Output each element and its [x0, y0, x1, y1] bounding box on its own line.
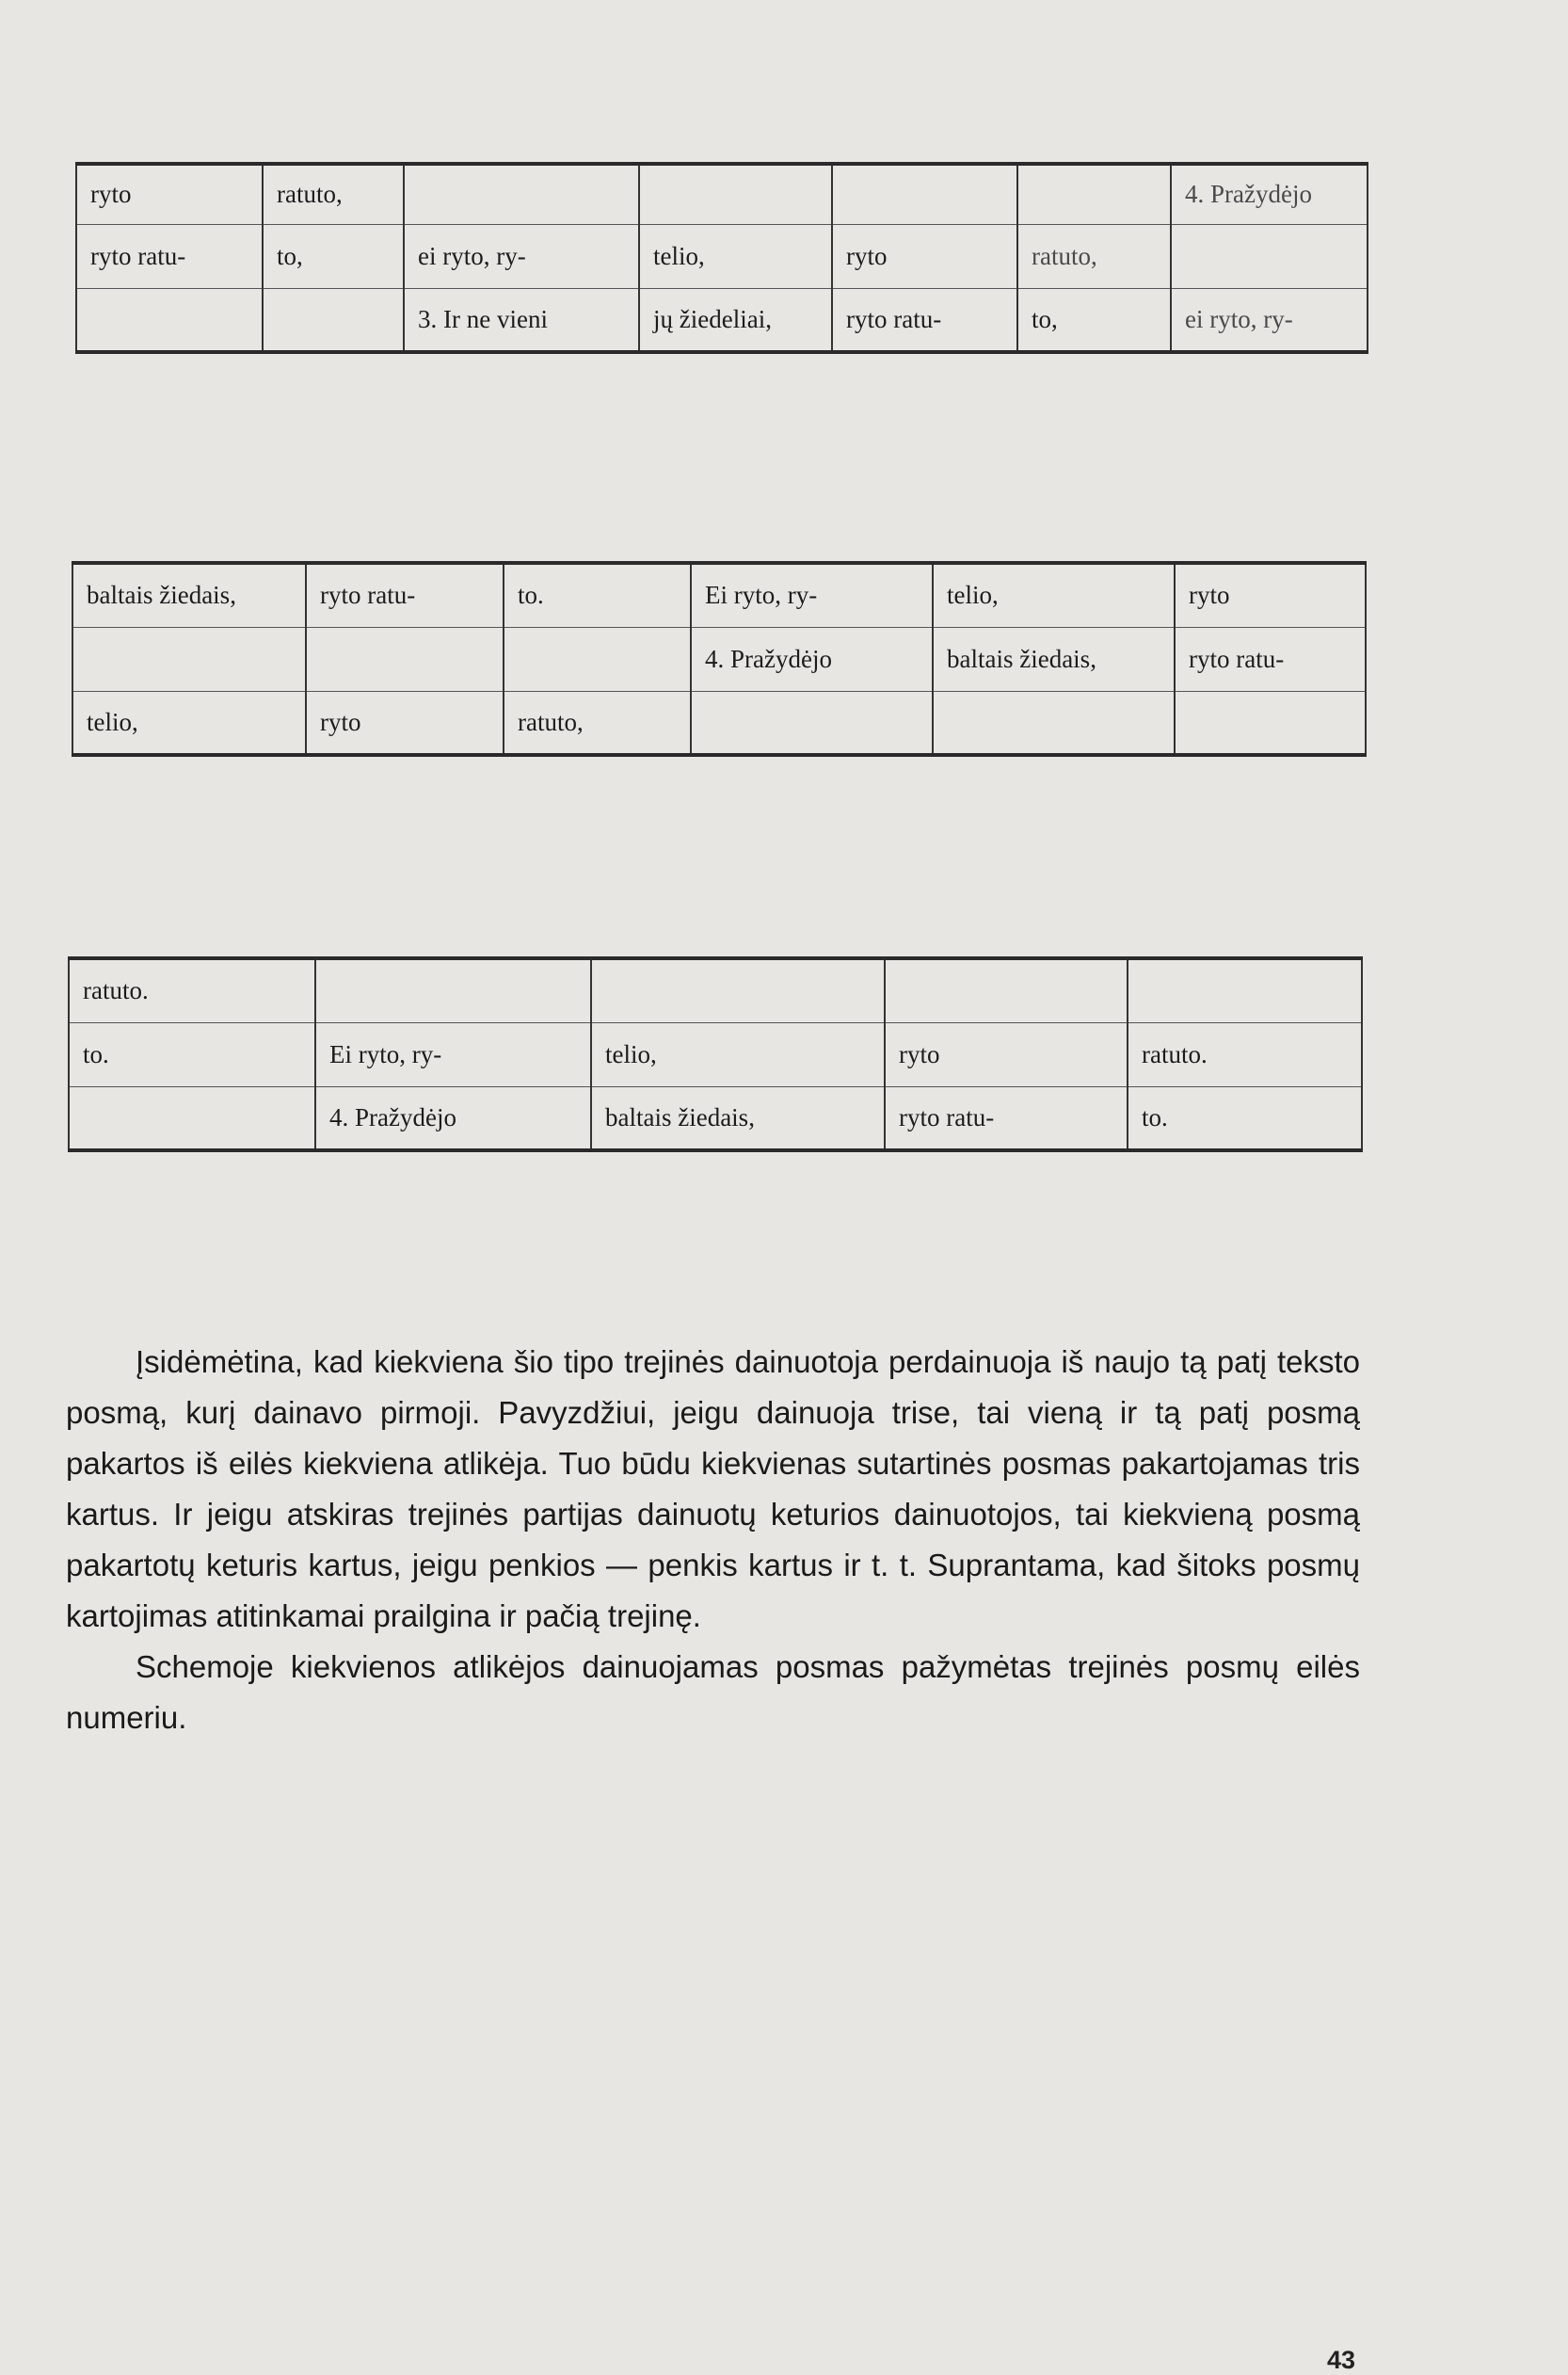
- table-cell: ryto ratu-: [885, 1086, 1128, 1150]
- table-cell: [832, 164, 1017, 224]
- table-cell: ryto ratu-: [76, 224, 263, 288]
- table-cell: to.: [504, 563, 691, 627]
- table-row: [76, 288, 1368, 352]
- table-cell: to,: [1017, 288, 1171, 352]
- table-cell: [404, 164, 639, 224]
- schema-table-1: [75, 162, 1368, 354]
- paragraph: Schemoje kiekvienos atlikėjos dainuojamas posmas pažymėtas trejinės posmų eilės numeriu.: [66, 1649, 1360, 1735]
- table-cell: [691, 691, 933, 755]
- table-cell: [504, 627, 691, 691]
- table-cell: ratuto,: [1017, 224, 1171, 288]
- table-cell: ryto: [306, 691, 504, 755]
- table-cell: ryto: [1175, 563, 1366, 627]
- table-cell: to.: [1128, 1086, 1362, 1150]
- table-cell: telio,: [591, 1022, 885, 1086]
- table-cell: ryto ratu-: [306, 563, 504, 627]
- schema-table-2: [72, 561, 1367, 757]
- table-cell: [639, 164, 832, 224]
- table-cell: [315, 958, 591, 1022]
- body-text: [66, 1337, 1360, 1743]
- table-cell: telio,: [639, 224, 832, 288]
- table-cell: [1128, 958, 1362, 1022]
- table-cell: [933, 691, 1175, 755]
- table-row: [72, 627, 1366, 691]
- table-cell: [885, 958, 1128, 1022]
- table-cell: baltais žiedais,: [933, 627, 1175, 691]
- schema-table-3: [68, 956, 1363, 1152]
- table-cell: ryto ratu-: [832, 288, 1017, 352]
- table-cell: 3. Ir ne vieni: [404, 288, 639, 352]
- table-cell: [591, 958, 885, 1022]
- table-cell: Ei ryto, ry-: [315, 1022, 591, 1086]
- page-number: 43: [1327, 2346, 1356, 2374]
- paragraph: Įsidėmėtina, kad kiekviena šio tipo trejinės dainuotoja perdainuoja iš naujo tą patį teksto posmą, kurį dainavo pirmoji. Pavyzdžiui, jeigu dainuoja trise, tai vieną ir tą patį posmą pakartos iš eilės kiekviena atlikėja. Tuo būdu kiekvienas sutartinės posmas pakartojamas tris kartus. Ir jeigu atskiras trejinės partijas dainuotų keturios dainuotojos, tai kiekvieną posmą pakartotų keturis kartus, jeigu penkios — penkis kartus ir t. t. Suprantama, kad šitoks posmų kartojimas atitinkamai prailgina ir pačią trejinę.: [66, 1344, 1360, 1633]
- table-cell: ei ryto, ry-: [1171, 288, 1368, 352]
- table-cell: [1017, 164, 1171, 224]
- table-row: [72, 691, 1366, 755]
- table-row: [69, 1086, 1362, 1150]
- table-row: [76, 224, 1368, 288]
- table-cell: [1175, 691, 1366, 755]
- table-cell: [1171, 224, 1368, 288]
- table-cell: 4. Pražydėjo: [691, 627, 933, 691]
- table-cell: ei ryto, ry-: [404, 224, 639, 288]
- table-cell: telio,: [933, 563, 1175, 627]
- table-row: [69, 1022, 1362, 1086]
- table-row: [72, 563, 1366, 627]
- table-cell: [76, 288, 263, 352]
- table-cell: ryto: [885, 1022, 1128, 1086]
- table-cell: ratuto,: [504, 691, 691, 755]
- table-cell: ryto ratu-: [1175, 627, 1366, 691]
- table-cell: [306, 627, 504, 691]
- table-cell: ratuto.: [1128, 1022, 1362, 1086]
- table-cell: ryto: [832, 224, 1017, 288]
- table-cell: baltais žiedais,: [72, 563, 306, 627]
- table-cell: [72, 627, 306, 691]
- table-cell: jų žiedeliai,: [639, 288, 832, 352]
- table-cell: ryto: [76, 164, 263, 224]
- table-cell: [263, 288, 404, 352]
- table-cell: 4. Pražydėjo: [315, 1086, 591, 1150]
- table-cell: to,: [263, 224, 404, 288]
- table-cell: to.: [69, 1022, 315, 1086]
- table-cell: Ei ryto, ry-: [691, 563, 933, 627]
- table-cell: ratuto.: [69, 958, 315, 1022]
- table-cell: 4. Pražydėjo: [1171, 164, 1368, 224]
- table-cell: [69, 1086, 315, 1150]
- table-cell: baltais žiedais,: [591, 1086, 885, 1150]
- table-row: [76, 164, 1368, 224]
- table-cell: ratuto,: [263, 164, 404, 224]
- table-row: [69, 958, 1362, 1022]
- table-cell: telio,: [72, 691, 306, 755]
